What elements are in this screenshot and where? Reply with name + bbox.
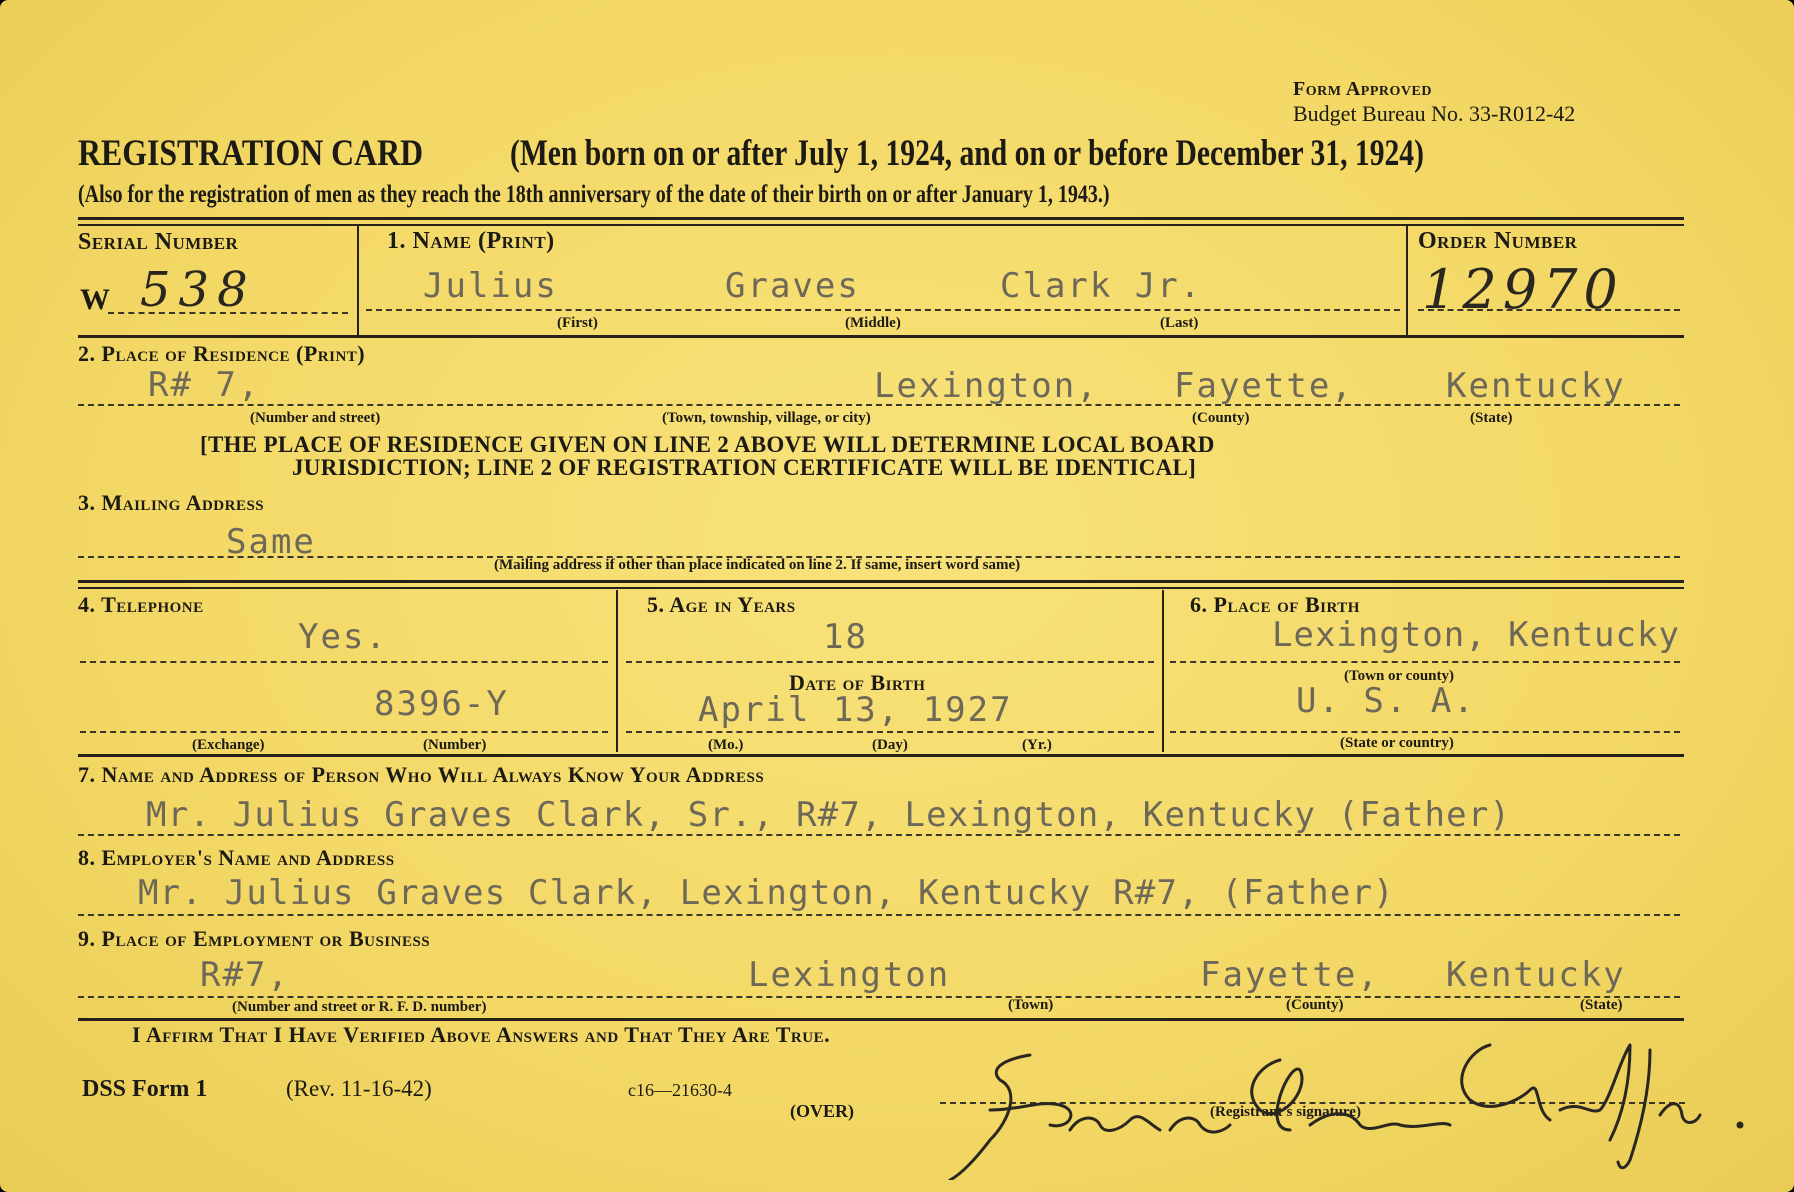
- field-line: [80, 661, 608, 663]
- field-line: [78, 914, 1680, 916]
- field-line: [1170, 661, 1680, 663]
- age-label: 5. Age in Years: [647, 592, 796, 617]
- divider: [1406, 226, 1408, 336]
- divider: [357, 226, 359, 336]
- caption-county: (County): [1192, 410, 1250, 426]
- residence-notice-line1: [THE PLACE OF RESIDENCE GIVEN ON LINE 2 ABOVE WILL DETERMINE LOCAL BOARD: [200, 432, 1215, 457]
- registrant-signature: [930, 1030, 1750, 1180]
- form-title: REGISTRATION CARD: [78, 133, 424, 174]
- residence-notice-line2: JURISDICTION; LINE 2 OF REGISTRATION CERTIFICATE WILL BE IDENTICAL]: [292, 455, 1197, 480]
- field-line: [626, 661, 1154, 663]
- mailing-address-value: Same: [226, 522, 316, 562]
- caption-month: (Mo.): [708, 737, 744, 753]
- caption-day: (Day): [872, 737, 908, 753]
- divider: [78, 587, 1684, 589]
- caption-year: (Yr.): [1022, 737, 1052, 753]
- form-number: DSS Form 1: [82, 1076, 208, 1102]
- signature-caption: (Registrant's signature): [1210, 1104, 1361, 1120]
- residence-county-value: Fayette,: [1174, 366, 1354, 406]
- residence-street-value: R# 7,: [148, 365, 261, 405]
- telephone-value: Yes.: [298, 617, 388, 657]
- field-line: [78, 996, 1680, 998]
- caption-middle: (Middle): [845, 315, 901, 331]
- employer-label: 8. Employer's Name and Address: [78, 845, 395, 870]
- field-line: [80, 731, 608, 733]
- caption-last: (Last): [1160, 315, 1199, 331]
- employment-town-value: Lexington: [748, 955, 951, 995]
- divider: [616, 590, 618, 752]
- serial-prefix: W: [80, 283, 110, 316]
- employment-county-value: Fayette,: [1200, 955, 1380, 995]
- employment-place-label: 9. Place of Employment or Business: [78, 926, 431, 951]
- name-label: 1. Name (Print): [387, 228, 555, 254]
- place-of-birth-label: 6. Place of Birth: [1190, 592, 1360, 617]
- form-approved: Form Approved: [1293, 78, 1432, 100]
- field-line: [1418, 309, 1680, 311]
- caption-state: (State): [1470, 410, 1513, 426]
- residence-state-value: Kentucky: [1446, 366, 1626, 406]
- employer-value: Mr. Julius Graves Clark, Lexington, Kentucky R#7, (Father): [138, 873, 1395, 913]
- order-number-label: Order Number: [1418, 228, 1578, 254]
- divider: [78, 754, 1684, 757]
- date-of-birth-label: Date of Birth: [789, 670, 926, 695]
- mailing-address-label: 3. Mailing Address: [78, 490, 265, 515]
- divider: [78, 1018, 1684, 1021]
- middle-name-value: Graves: [725, 266, 860, 306]
- telephone-number-value: 8396-Y: [374, 684, 509, 724]
- mailing-caption: (Mailing address if other than place indicated on line 2. If same, insert word same): [494, 557, 1021, 573]
- caption-town: (Town): [1008, 997, 1054, 1013]
- telephone-label: 4. Telephone: [78, 592, 204, 617]
- employment-street-value: R#7,: [200, 955, 290, 995]
- residence-town-value: Lexington,: [874, 366, 1099, 406]
- caption-county: (County): [1286, 997, 1344, 1013]
- budget-bureau-number: Budget Bureau No. 33-R012-42: [1293, 101, 1576, 126]
- form-revision: (Rev. 11-16-42): [286, 1076, 432, 1101]
- field-line: [78, 834, 1680, 836]
- over-note: (OVER): [790, 1101, 854, 1121]
- divider: [78, 580, 1684, 583]
- field-line: [366, 309, 1400, 311]
- divider: [78, 224, 1684, 226]
- form-title-range: (Men born on or after July 1, 1924, and on or before December 31, 1924): [510, 133, 1424, 174]
- birth-country-value: U. S. A.: [1296, 681, 1476, 721]
- serial-number-label: Serial Number: [78, 229, 239, 255]
- contact-label: 7. Name and Address of Person Who Will Always Know Your Address: [78, 762, 765, 787]
- caption-state-or-country: (State or country): [1340, 735, 1454, 751]
- caption-town-or-county: (Town or county): [1344, 668, 1455, 684]
- last-name-value: Clark Jr.: [1000, 266, 1203, 306]
- caption-state: (State): [1580, 997, 1623, 1013]
- age-value: 18: [823, 617, 868, 657]
- serial-number-value: 538: [140, 262, 256, 318]
- field-line: [626, 731, 1154, 733]
- divider: [1162, 590, 1164, 752]
- caption-street-rfd: (Number and street or R. F. D. number): [232, 999, 487, 1015]
- divider: [78, 335, 1684, 338]
- caption-first: (First): [557, 315, 598, 331]
- employment-state-value: Kentucky: [1446, 955, 1626, 995]
- caption-number: (Number): [423, 737, 487, 753]
- field-line: [108, 312, 348, 314]
- caption-exchange: (Exchange): [192, 737, 265, 753]
- caption-street: (Number and street): [250, 410, 381, 426]
- affirmation-statement: I Affirm That I Have Verified Above Answers and That They Are True.: [132, 1022, 831, 1047]
- date-of-birth-value: April 13, 1927: [698, 690, 1013, 730]
- field-line: [78, 404, 1680, 406]
- order-number-value: 12970: [1422, 258, 1624, 321]
- caption-town: (Town, township, village, or city): [662, 410, 871, 426]
- form-subtitle: (Also for the registration of men as they reach the 18th anniversary of the date of their birth on or after January 1, 1943.): [78, 181, 1110, 208]
- divider: [78, 217, 1684, 220]
- contact-value: Mr. Julius Graves Clark, Sr., R#7, Lexington, Kentucky (Father): [146, 795, 1512, 835]
- first-name-value: Julius: [423, 266, 558, 306]
- print-code: c16—21630-4: [628, 1080, 732, 1100]
- place-of-birth-value: Lexington, Kentucky: [1272, 615, 1680, 655]
- field-line: [1170, 731, 1680, 733]
- residence-label: 2. Place of Residence (Print): [78, 341, 366, 366]
